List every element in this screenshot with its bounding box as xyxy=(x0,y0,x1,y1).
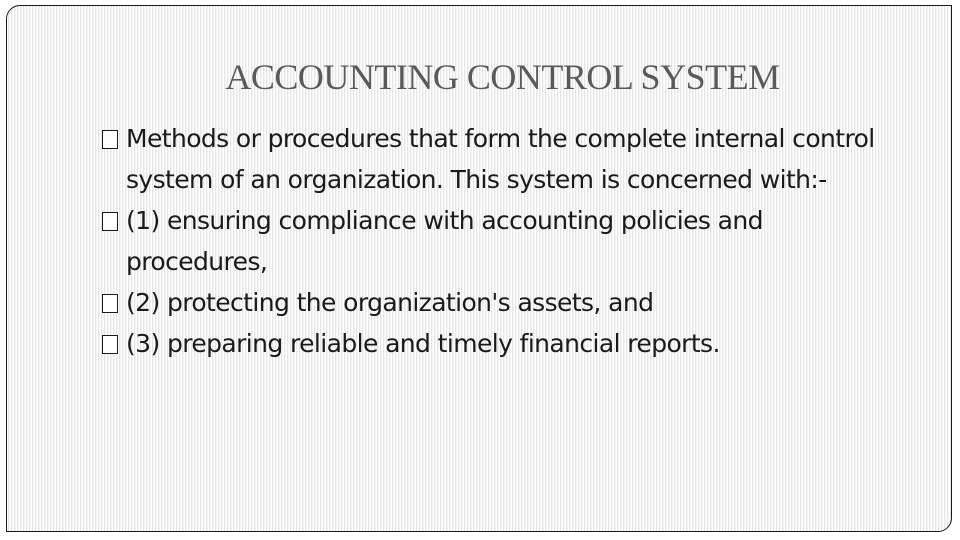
bullet-box-icon xyxy=(102,282,124,323)
bullet-text: (1) ensuring compliance with accounting policies and procedures, xyxy=(126,206,763,276)
slide-body xyxy=(108,118,908,364)
bullet-item xyxy=(108,118,908,200)
bullet-text: (2) protecting the organization's assets, and xyxy=(126,288,654,317)
bullet-item xyxy=(108,200,908,282)
slide-title: ACCOUNTING CONTROL SYSTEM xyxy=(225,57,780,97)
bullet-text: (3) preparing reliable and timely financial reports. xyxy=(126,329,720,358)
bullet-box-icon xyxy=(102,200,124,241)
bullet-text: Methods or procedures that form the complete internal control system of an organization. This system is concerned with:- xyxy=(126,124,875,194)
bullet-box-icon xyxy=(102,323,124,364)
bullet-item xyxy=(108,282,908,323)
bullet-box-icon xyxy=(102,118,124,159)
bullet-item xyxy=(108,323,908,364)
